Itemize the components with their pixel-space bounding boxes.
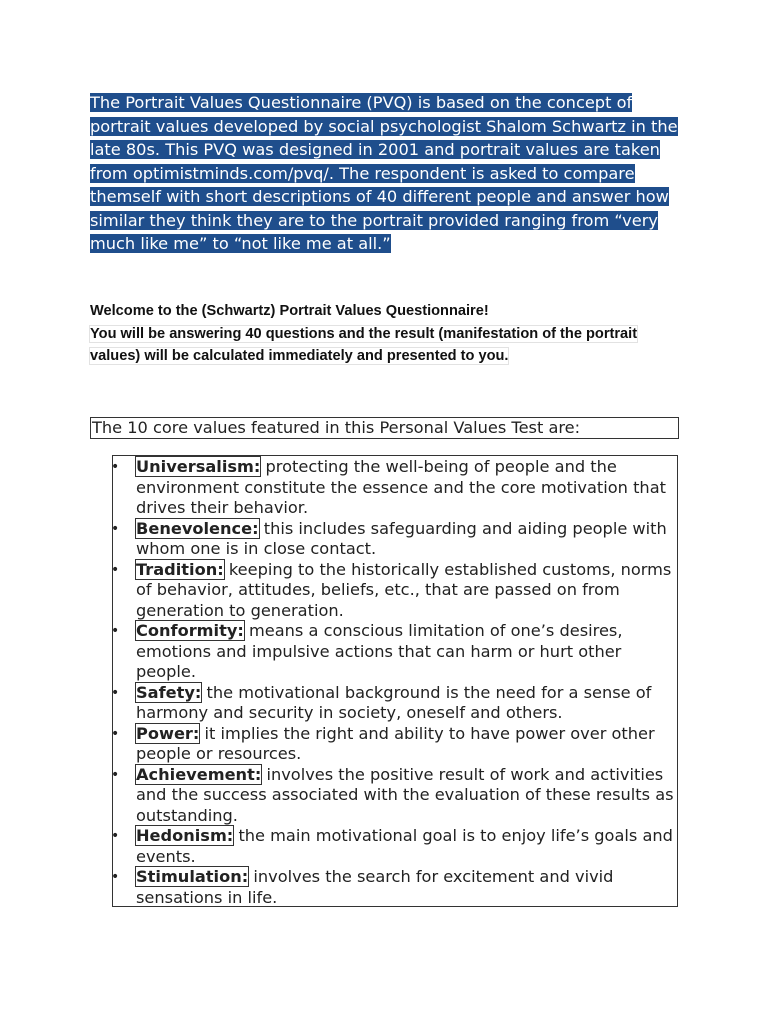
list-item <box>113 519 679 560</box>
value-term: Benevolence: <box>136 518 259 538</box>
core-values-box <box>112 455 678 907</box>
value-term: Power: <box>136 723 200 743</box>
value-description: it implies the right and ability to have power over other people or resources. <box>136 723 655 763</box>
intro-highlighted-text: The Portrait Values Questionnaire (PVQ) is based on the concept of portrait values developed by social psychologist Shalom Schwartz in the late 80s. This PVQ was designed in 2001 and portrait values are taken from optimistminds.com/pvq/. The respondent is asked to compare themself with short descriptions of 40 different people and answer how similar they think they are to the portrait provided ranging from “very much like me” to “not like me at all.” <box>90 93 678 253</box>
value-description: involves the search for excitement and vivid sensations in life. <box>136 867 614 907</box>
bullet-icon: • <box>111 561 120 578</box>
welcome-section <box>90 300 650 368</box>
bullet-icon: • <box>111 520 120 537</box>
value-term: Safety: <box>136 682 202 702</box>
value-term: Achievement: <box>136 764 262 784</box>
list-item <box>113 457 679 519</box>
bullet-icon: • <box>111 684 120 701</box>
bullet-icon: • <box>111 623 120 639</box>
list-item <box>113 560 679 622</box>
value-description: protecting the well-being of people and the environment constitute the essence and the core motivation that drives their behavior. <box>136 457 666 517</box>
list-item <box>113 765 679 827</box>
bullet-icon: • <box>111 459 120 475</box>
list-item <box>113 826 679 867</box>
intro-paragraph <box>90 91 680 256</box>
list-item <box>113 683 679 724</box>
list-item <box>113 867 679 908</box>
bullet-icon: • <box>111 869 120 885</box>
welcome-title: Welcome to the (Schwartz) Portrait Values Questionnaire! <box>90 303 489 319</box>
bullet-icon: • <box>111 725 120 742</box>
core-values-heading: The 10 core values featured in this Personal Values Test are: <box>90 417 679 439</box>
value-description: this includes safeguarding and aiding people with whom one is in close contact. <box>136 518 667 558</box>
value-term: Stimulation: <box>136 867 249 886</box>
welcome-body: You will be answering 40 questions and the result (manifestation of the portrait values) will be calculated immediately and presented to you. <box>90 325 638 364</box>
value-term: Tradition: <box>136 559 224 579</box>
list-item <box>113 724 679 765</box>
value-description: the motivational background is the need for a sense of harmony and security in society, oneself and others. <box>136 682 652 722</box>
value-description: the main motivational goal is to enjoy life’s goals and events. <box>136 826 673 866</box>
value-description: keeping to the historically established customs, norms of behavior, attitudes, beliefs, etc., that are passed on from generation to generation. <box>136 559 672 620</box>
bullet-icon: • <box>111 828 120 844</box>
value-description: means a conscious limitation of one’s desires, emotions and impulsive actions that can harm or hurt other people. <box>136 621 623 681</box>
value-description: involves the positive result of work and activities and the success associated with the evaluation of these results as outstanding. <box>136 764 674 825</box>
list-item <box>113 621 679 683</box>
core-values-list <box>113 457 679 908</box>
value-term: Conformity: <box>136 621 244 640</box>
value-term: Universalism: <box>136 457 261 476</box>
bullet-icon: • <box>111 766 120 783</box>
value-term: Hedonism: <box>136 826 234 845</box>
